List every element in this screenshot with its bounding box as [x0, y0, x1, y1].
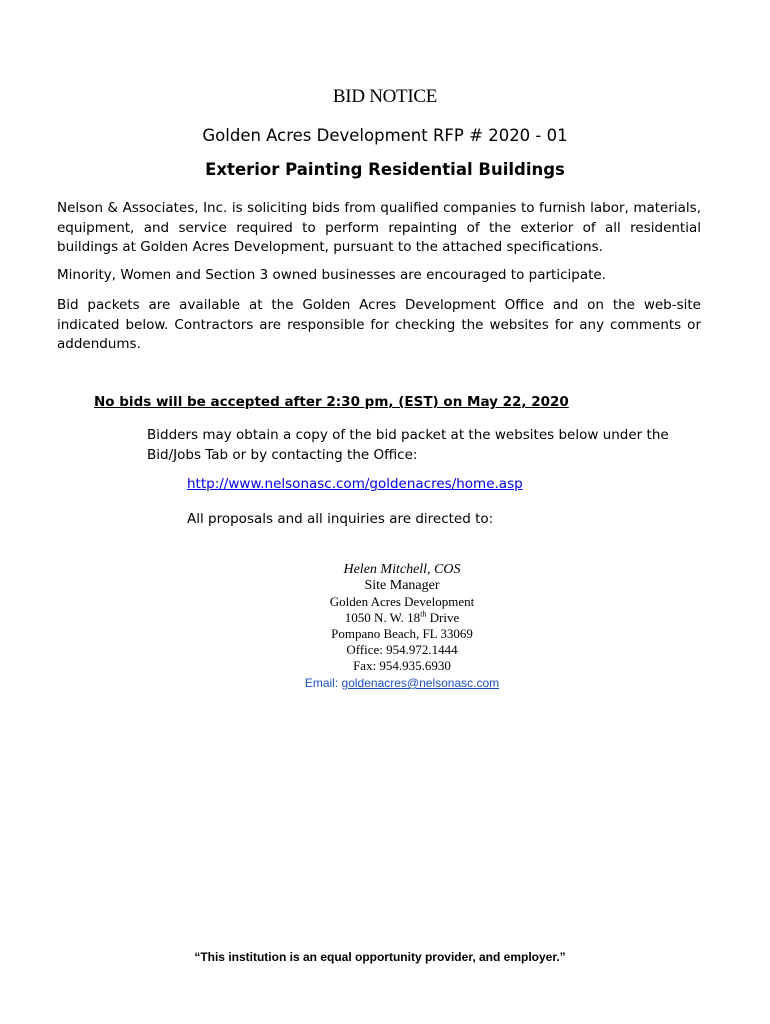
- email-label: Email:: [304, 676, 342, 690]
- street-suffix: Drive: [426, 610, 460, 625]
- contact-fax: Fax: 954.935.6930: [353, 658, 451, 673]
- contact-role: Site Manager: [364, 578, 440, 593]
- participation-paragraph: Minority, Women and Section 3 owned businesses are encouraged to participate.: [57, 267, 606, 283]
- contact-name: Helen Mitchell, COS: [343, 562, 461, 577]
- document-title: BID NOTICE: [332, 86, 438, 107]
- equal-opportunity-statement: “This institution is an equal opportunity provider, and employer.”: [194, 950, 566, 964]
- contact-city: Pompano Beach, FL 33069: [331, 626, 473, 641]
- contact-office-phone: Office: 954.972.1444: [346, 642, 458, 657]
- contact-block: [0, 562, 770, 691]
- contact-organization: Golden Acres Development: [329, 594, 475, 609]
- bidders-instructions: Bidders may obtain a copy of the bid packet at the websites below under the Bid/Jobs Tab or by contacting the Office:: [147, 427, 669, 463]
- email-link[interactable]: goldenacres@nelsonasc.com: [341, 676, 500, 690]
- rfp-number: Golden Acres Development RFP # 2020 - 01: [202, 126, 568, 145]
- contact-email-line: [0, 675, 770, 691]
- deadline-notice: No bids will be accepted after 2:30 pm, (EST) on May 22, 2020: [94, 394, 569, 410]
- project-title: Exterior Painting Residential Buildings: [205, 160, 565, 179]
- solicitation-paragraph: Nelson & Associates, Inc. is soliciting bids from qualified companies to furnish labor, materials, equipment, and service required to perform repainting of the exterior of all residential buildings at Golden Acres Development, pursuant to the attached specifications.: [57, 200, 701, 255]
- street-ordinal: th: [420, 609, 427, 619]
- bid-packets-paragraph: Bid packets are available at the Golden Acres Development Office and on the web-site indicated below. Contractors are responsible for checking the websites for any comments or addendums.: [57, 297, 701, 352]
- inquiries-directed-text: All proposals and all inquiries are directed to:: [187, 511, 494, 527]
- contact-street: [0, 610, 770, 626]
- street-prefix: 1050 N. W. 18: [344, 610, 421, 625]
- website-link[interactable]: http://www.nelsonasc.com/goldenacres/home.asp: [187, 476, 523, 492]
